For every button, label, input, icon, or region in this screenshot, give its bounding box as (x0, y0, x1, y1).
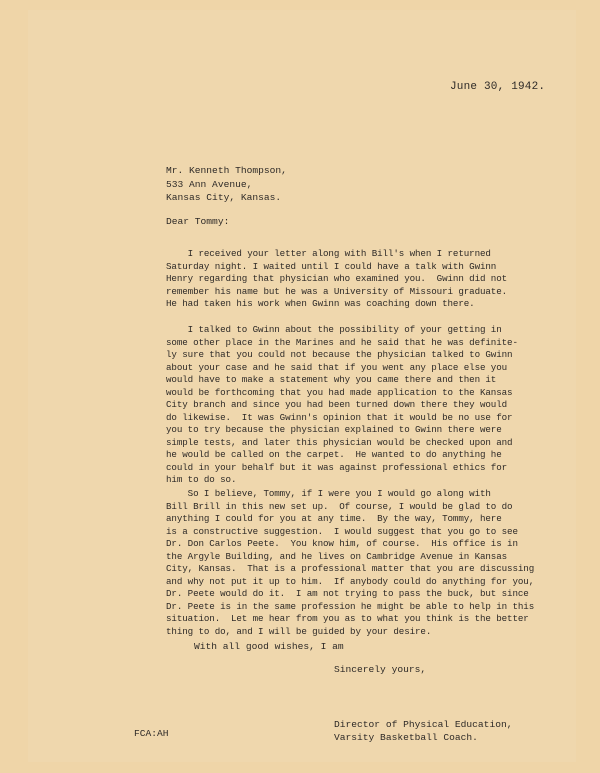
typist-initials: FCA:AH (134, 728, 169, 739)
paragraph-line: I talked to Gwinn about the possibility of your getting in (166, 324, 502, 335)
address-line-city: Kansas City, Kansas. (166, 192, 282, 203)
paragraph-line: is a constructive suggestion. I would suggest that you go to see (166, 525, 518, 537)
paragraph-line: Dr. Peete would do it. I am not trying to pass the buck, but since (166, 588, 529, 599)
paragraph-line: could in your behalf but it was against professional ethics for (166, 461, 508, 473)
paragraph-line: the Argyle Building, and he lives on Cambridge Avenue in Kansas (166, 550, 508, 562)
paragraph-line: Bill Brill in this new set up. Of course, I would be glad to do (166, 500, 513, 512)
paragraph-2 (166, 324, 518, 487)
paragraph-line: about your case and he said that if you went any place else you (166, 361, 508, 373)
salutation: Dear Tommy: (166, 216, 230, 227)
complimentary-close: Sincerely yours, (334, 664, 427, 675)
paragraph-1 (166, 248, 506, 311)
letter-page (28, 10, 576, 762)
paragraph-line: remember his name but he was a University of Missouri graduate. (166, 285, 508, 297)
paragraph-line: Dr. Don Carlos Peete. You know him, of course. His office is in (166, 538, 518, 549)
paragraph-line: I received your letter along with Bill's when I returned (166, 248, 491, 259)
paragraph-line: ly sure that you could not because the physician talked to Gwinn (166, 349, 513, 360)
signature-block (334, 718, 512, 744)
paragraph-line: City branch and since you had been turned down there they would (166, 399, 508, 410)
paragraph-line: you to try because the physician explained to Gwinn there were (166, 424, 502, 435)
address-line-street: 533 Ann Avenue, (166, 178, 253, 190)
letter-date: June 30, 1942. (450, 81, 546, 93)
paragraph-3 (166, 488, 535, 638)
paragraph-line: would be forthcoming that you had made application to the Kansas (166, 386, 513, 398)
paragraph-line: thing to do, and I will be guided by your desire. (166, 625, 432, 637)
paragraph-line: and why not put it up to him. If anybody could do anything for you, (166, 575, 535, 587)
signature-title-line: Varsity Basketball Coach. (334, 732, 478, 743)
paragraph-line: some other place in the Marines and he said that he was definite- (166, 336, 518, 348)
paragraph-line: do likewise. It was Gwinn's opinion that it would be no use for (166, 411, 513, 423)
paragraph-line: Dr. Peete is in the same profession he might be able to help in this (166, 600, 535, 612)
paragraph-line: him to do so. (166, 474, 237, 485)
paragraph-line: he would be called on the carpet. He wanted to do anything he (166, 449, 502, 460)
paragraph-line: situation. Let me hear from you as to what you think is the better (166, 613, 529, 624)
recipient-address (166, 164, 287, 205)
paragraph-line: So I believe, Tommy, if I were you I would go along with (166, 488, 491, 499)
paragraph-line: anything I could for you at any time. By the way, Tommy, here (166, 513, 502, 524)
paragraph-line: would have to make a statement why you came there and then it (166, 374, 497, 385)
paragraph-line: He had taken his work when Gwinn was coaching down there. (166, 298, 475, 309)
paragraph-line: Saturday night. I waited until I could have a talk with Gwinn (166, 260, 497, 272)
paragraph-line: simple tests, and later this physician would be checked upon and (166, 436, 513, 448)
closing-wishes: With all good wishes, I am (194, 641, 344, 652)
paragraph-line: City, Kansas. That is a professional matter that you are discussing (166, 563, 535, 574)
address-line-name: Mr. Kenneth Thompson, (166, 165, 287, 176)
signature-title-line: Director of Physical Education, (334, 719, 513, 730)
paragraph-line: Henry regarding that physician who examined you. Gwinn did not (166, 273, 508, 284)
